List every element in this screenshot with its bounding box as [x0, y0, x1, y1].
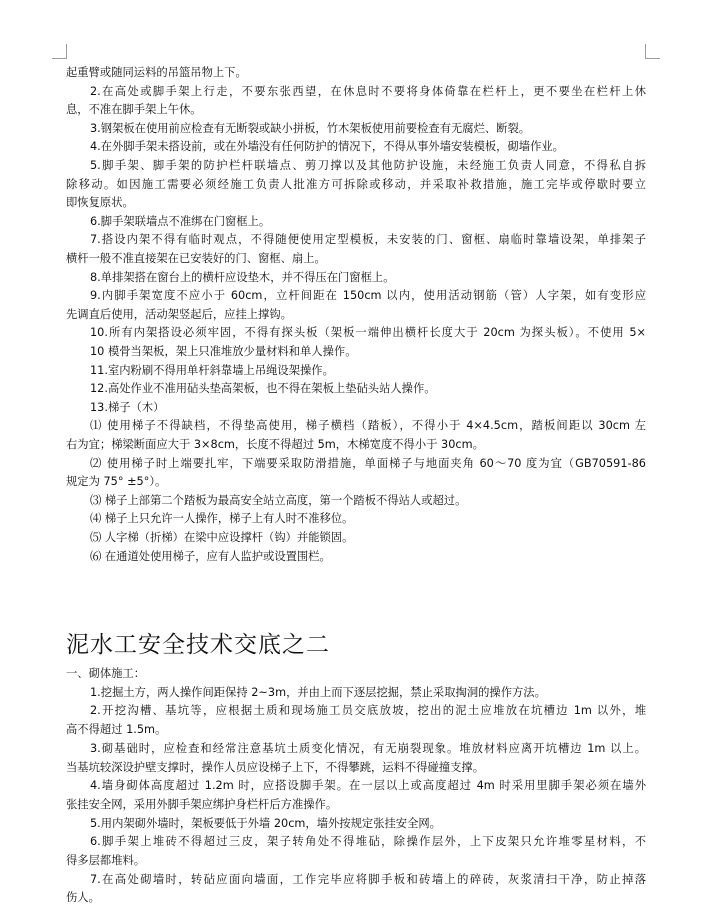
- text-line: 横杆一般不准直接架在已安装好的门、窗框、扇上。: [66, 252, 326, 265]
- text-line: 张挂安全网，采用外脚手架应绑护身栏杆后方准操作。: [66, 797, 338, 811]
- text-line: 7.在高处砌墙时，转砧应面向墙面，工作完毕应将脚手板和砖墙上的碎砖，灰浆清扫干净，防止掉落: [90, 872, 646, 886]
- text-line: ⑴ 使用梯子不得缺档，不得垫高使用，梯子横档（踏板），不得小于 4×4.5cm，踏板间距以 30cm 左: [90, 419, 646, 433]
- text-line: 先调直后使用，活动架竖起后，应挂上撑钩。: [66, 307, 292, 321]
- section-title: 泥水工安全技术交底之二: [66, 632, 330, 658]
- text-line: 3.钢架板在使用前应检查有无断裂或缺小拼板，竹木架板使用前要检查有无腐烂、断裂。: [90, 121, 531, 135]
- text-line: ⑶ 梯子上部第二个踏板为最高安全站立高度，第一个踏板不得站人或超过。: [90, 493, 467, 507]
- text-line: 息，不准在脚手架上午休。: [66, 103, 202, 117]
- text-line: 8.单排架搭在窗台上的横杆应设垫木，并不得压在门窗框上。: [90, 270, 395, 284]
- text-line: 3.砌基础时，应检查和经常注意基坑土质变化情况，有无崩裂现象。堆放材料应离开坑槽边 1m 以上。: [90, 741, 646, 755]
- text-line: 4.在外脚手架未搭设前，或在外墙没有任何防护的情况下，不得从事外墙安装模板，砌墙作业。: [90, 140, 564, 154]
- text-line: 5.脚手架、脚手架的防护栏杆联墙点、剪刀撑以及其他防护设施，未经施工负责人同意，不得私自拆: [90, 159, 646, 172]
- text-line: 5.用内架砌外墙时，架板要低于外墙 20cm，墙外按规定张挂安全网。: [90, 816, 441, 830]
- text-line: 起重臂或随同运料的吊篮吊物上下。: [66, 66, 247, 79]
- text-line: 得多层都堆料。: [66, 854, 146, 867]
- text-line: ⑵ 使用梯子时上端要扎牢，下端要采取防滑措施，单面梯子与地面夹角 60～70 度为宜（GB70591-86: [90, 456, 646, 470]
- text-line: 13.梯子（木）: [90, 400, 165, 414]
- text-line: 伤人。: [66, 891, 100, 905]
- text-line: 2.开挖沟槽、基坑等，应根据土质和现场施工员交底放坡，挖出的泥土应堆放在坑槽边 1m 以外，堆: [90, 704, 646, 718]
- text-line: 7.搭设内架不得有临时观点，不得随便使用定型模板，未安装的门、窗框、扇临时靠墙设架，单排架子: [90, 233, 646, 247]
- text-line: 9.内脚手架宽度不应小于 60cm，立杆间距在 150cm 以内，使用活动钢筋（管）人字架，如有变形应: [90, 289, 646, 303]
- text-line: ⑷ 梯子上只允许一人操作，梯子上有人时不准移位。: [90, 512, 354, 526]
- text-line: 除移动。如因施工需要必须经施工负责人批准方可拆除或移动，并采取补救措施，施工完毕或停歇时要立: [66, 177, 646, 191]
- text-line: ⑹ 在通道处使用梯子，应有人监护或设置围栏。: [90, 549, 331, 563]
- text-line: ⑸ 人字梯（折梯）在梁中应设撑杆（钩）并能锁固。: [90, 531, 354, 544]
- text-line: 10 模骨当架板，架上只准堆放少量材料和单人操作。: [90, 345, 357, 358]
- text-line: 11.室内粉刷不得用单杆斜靠墙上吊绳设架操作。: [90, 363, 334, 377]
- text-line: 10.所有内架搭设必须牢固，不得有探头板（架板一端伸出横杆长度大于 20cm 为探头板）。不使用 5×: [90, 326, 646, 340]
- text-line: 一、砌体施工：: [66, 667, 146, 680]
- text-line: 规定为 75° ±5°）。: [66, 475, 167, 489]
- text-line: 6.脚手架上堆砖不得超过三皮，架子转角处不得堆砧，除操作层外，上下皮架只允许堆零星材料，不: [90, 835, 646, 849]
- text-line: 即恢复原状。: [66, 196, 134, 210]
- text-line: 当基坑较深设护壁支撑时，操作人员应设梯子上下，不得攀跳，运料不得碰撞支撑。: [66, 760, 484, 774]
- text-line: 1.挖掘土方，两人操作间距保持 2~3m，并由上而下逐层挖掘，禁止采取掏洞的操作方法。: [90, 685, 546, 699]
- text-line: 高不得超过 1.5m。: [66, 723, 167, 737]
- text-line: 2.在高处或脚手架上行走，不要东张西望，在休息时不要将身体倚靠在栏杆上，更不要坐在栏杆上休: [90, 84, 646, 98]
- text-line: 12.高处作业不准用砧头垫高架板，也不得在架板上垫砧头站人操作。: [90, 382, 436, 396]
- text-line: 右为宜；梯梁断面应大于 3×8cm，长度不得超过 5m，木梯宽度不得小于 30cm。: [66, 438, 484, 451]
- text-line: 4.墙身砌体高度超过 1.2m 时，应搭设脚手架。在一层以上或高度超过 4m 时采用里脚手架必须在墙外: [90, 779, 646, 793]
- page-corner-mark-left: [52, 44, 67, 59]
- text-line: 6.脚手架联墙点不准绑在门窗框上。: [90, 214, 271, 228]
- page-corner-mark-right: [645, 44, 660, 59]
